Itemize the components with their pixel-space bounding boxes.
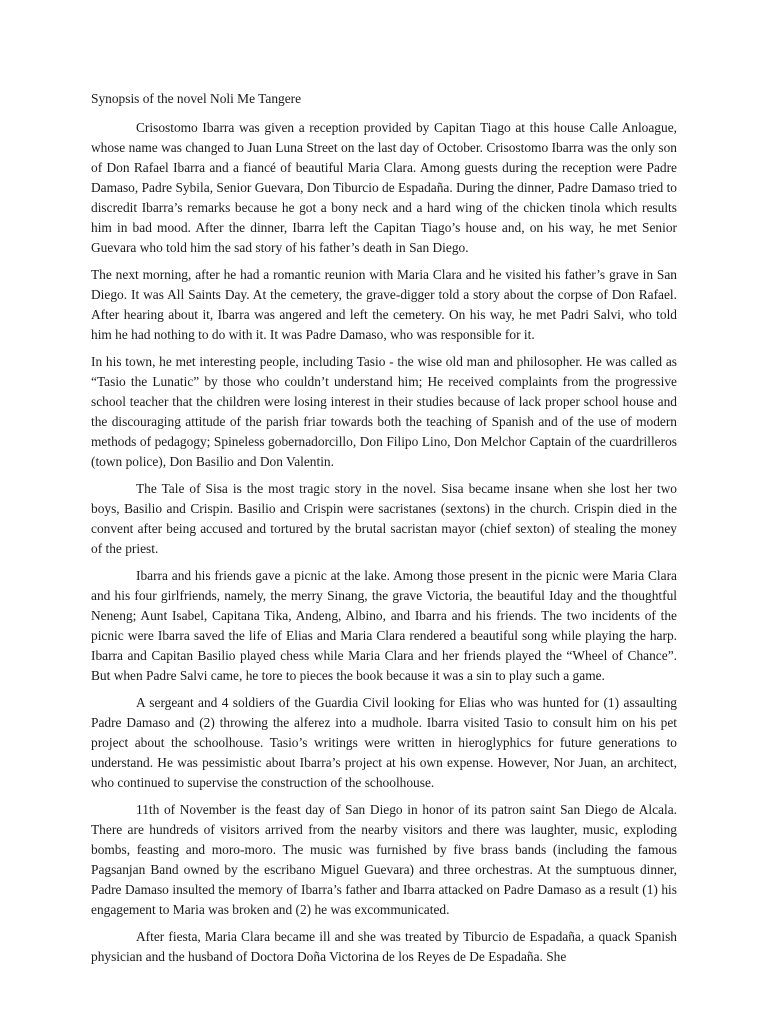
paragraph-reception: Crisostomo Ibarra was given a reception provided by Capitan Tiago at this house Calle Anloague, whose name was changed to Juan Luna Street on the last day of October. Crisostomo Ibarra was the only son of Don Rafael Ibarra and a fiancé of beautiful Maria Clara. Among guests during the reception were Padre Damaso, Padre Sybila, Senior Guevara, Don Tiburcio de Espadaña. During the dinner, Padre Damaso tried to discredit Ibarra’s remarks because he got a bony neck and a hard wing of the chicken tinola which results him in bad mood. After the dinner, Ibarra left the Capitan Tiago’s house and, on his way, he met Senior Guevara who told him the sad story of his father’s death in San Diego. [91,120,677,255]
paragraph-sisa: The Tale of Sisa is the most tragic story in the novel. Sisa became insane when she lost her two boys, Basilio and Crispin. Basilio and Crispin were sacristanes (sextons) in the church. Crispin died in the convent after being accused and tortured by the brutal sacristan mayor (chief sexton) of stealing the money of the priest. [91,481,677,556]
paragraph-guardia-civil: A sergeant and 4 soldiers of the Guardia Civil looking for Elias who was hunted for (1) assaulting Padre Damaso and (2) throwing the alferez into a mudhole. Ibarra visited Tasio to consult him on his pet project about the schoolhouse. Tasio’s writings were written in hieroglyphics for future generations to understand. He was pessimistic about Ibarra’s project at his own expense. However, Nor Juan, an architect, who continued to supervise the construction of the schoolhouse. [91,695,677,790]
document-title: Synopsis of the novel Noli Me Tangere [91,91,302,106]
paragraph-picnic: Ibarra and his friends gave a picnic at the lake. Among those present in the picnic were Maria Clara and his four girlfriends, namely, the merry Sinang, the grave Victoria, the beautiful Iday and the thoughtful Neneng; Aunt Isabel, Capitana Tika, Andeng, Albino, and Ibarra and his friends. The two incidents of the picnic were Ibarra saved the life of Elias and Maria Clara rendered a beautiful song while playing the harp. Ibarra and Capitan Basilio played chess while Maria Clara and her friends played the “Wheel of Chance”. But when Padre Salvi came, he tore to pieces the book because it was a sin to play such a game. [91,568,677,683]
paragraph-after-fiesta: After fiesta, Maria Clara became ill and she was treated by Tiburcio de Espadaña, a quack Spanish physician and the husband of Doctora Doña Victorina de los Reyes de De Espadaña. She [91,929,677,964]
paragraph-cemetery: The next morning, after he had a romantic reunion with Maria Clara and he visited his father’s grave in San Diego. It was All Saints Day. At the cemetery, the grave-digger told a story about the corpse of Don Rafael. After hearing about it, Ibarra was angered and left the cemetery. On his way, he met Padri Salvi, who told him he had nothing to do with it. It was Padre Damaso, who was responsible for it. [91,267,677,342]
paragraph-tasio: In his town, he met interesting people, including Tasio - the wise old man and philosopher. He was called as “Tasio the Lunatic” by those who couldn’t understand him; He received complaints from the progressive school teacher that the children were losing interest in their studies because of lack proper school house and the discouraging attitude of the parish friar towards both the teaching of Spanish and of the use of modern methods of pedagogy; Spineless gobernadorcillo, Don Filipo Lino, Don Melchor Captain of the cuardrilleros (town police), Don Basilio and Don Valentin. [91,354,677,469]
paragraph-fiesta: 11th of November is the feast day of San Diego in honor of its patron saint San Diego de Alcala. There are hundreds of visitors arrived from the nearby visitors and there was laughter, music, exploding bombs, feasting and moro-moro. The music was furnished by five brass bands (including the famous Pagsanjan Band owned by the escribano Miguel Guevara) and three orchestras. At the sumptuous dinner, Padre Damaso insulted the memory of Ibarra’s father and Ibarra attacked on Padre Damaso as a result (1) his engagement to Maria was broken and (2) he was excommunicated. [91,802,677,917]
document-body [91,89,677,974]
